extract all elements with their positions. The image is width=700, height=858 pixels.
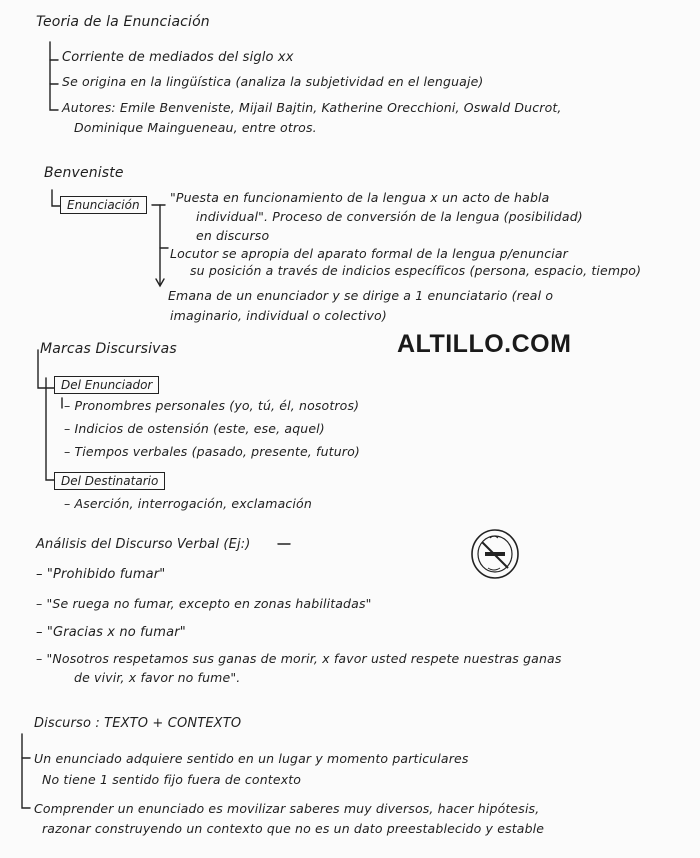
section-title-marcas: Marcas Discursivas — [40, 341, 177, 357]
def-locutor-cont: su posición a través de indicios específicos (persona, espacio, tiempo) — [190, 263, 642, 278]
example-nosotros-cont: de vivir, x favor no fume". — [74, 670, 241, 685]
def-puesta-cont2: en discurso — [196, 228, 270, 243]
def-emana: Emana de un enunciador y se dirige a 1 enunciatario (real o — [168, 288, 554, 303]
contexto-razonar: razonar construyendo un contexto que no es un dato preestablecido y estable — [42, 821, 545, 836]
example-gracias: – "Gracias x no fumar" — [36, 625, 186, 640]
section-title-discurso: Discurso : TEXTO + CONTEXTO — [34, 716, 242, 731]
item-ostension: – Indicios de ostensión (este, ese, aquel) — [64, 421, 325, 436]
bullet-corriente: Corriente de mediados del siglo xx — [62, 50, 294, 65]
def-puesta: "Puesta en funcionamiento de la lengua x un acto de habla — [170, 190, 550, 205]
example-se-ruega: – "Se ruega no fumar, excepto en zonas habilitadas" — [36, 596, 372, 611]
bullet-autores: Autores: Emile Benveniste, Mijail Bajtin, Katherine Orecchioni, Oswald Ducrot, — [62, 100, 562, 115]
contexto-no-tiene: No tiene 1 sentido fijo fuera de contexto — [42, 772, 302, 787]
def-puesta-cont: individual". Proceso de conversión de la lengua (posibilidad) — [196, 209, 583, 224]
bullet-autores-cont: Dominique Maingueneau, entre otros. — [74, 120, 317, 135]
contexto-adquiere: Un enunciado adquiere sentido en un lugar y momento particulares — [34, 751, 469, 766]
def-emana-cont: imaginario, individual o colectivo) — [170, 308, 387, 323]
def-locutor: Locutor se apropia del aparato formal de la lengua p/enunciar — [170, 246, 568, 261]
item-tiempos: – Tiempos verbales (pasado, presente, futuro) — [64, 444, 360, 459]
section-title-teoria: Teoria de la Enunciación — [36, 14, 210, 30]
watermark-altillo: ALTILLO.COM — [397, 330, 572, 358]
example-nosotros: – "Nosotros respetamos sus ganas de morir, x favor usted respete nuestras ganas — [36, 651, 562, 666]
box-enunciacion: Enunciación — [60, 196, 147, 214]
item-pronombres: – Pronombres personales (yo, tú, él, nosotros) — [64, 398, 360, 413]
box-del-destinatario: Del Destinatario — [54, 472, 165, 490]
bullet-origen: Se origina en la lingüística (analiza la subjetividad en el lenguaje) — [62, 74, 484, 89]
item-asercion: – Aserción, interrogación, exclamación — [64, 496, 312, 511]
no-smoking-seal-icon — [470, 528, 520, 580]
contexto-comprender: Comprender un enunciado es movilizar saberes muy diversos, hacer hipótesis, — [34, 801, 540, 816]
example-prohibido: – "Prohibido fumar" — [36, 567, 166, 582]
section-title-analisis: Análisis del Discurso Verbal (Ej:) — [36, 537, 251, 552]
box-del-enunciador: Del Enunciador — [54, 376, 159, 394]
section-title-benveniste: Benveniste — [44, 165, 124, 181]
